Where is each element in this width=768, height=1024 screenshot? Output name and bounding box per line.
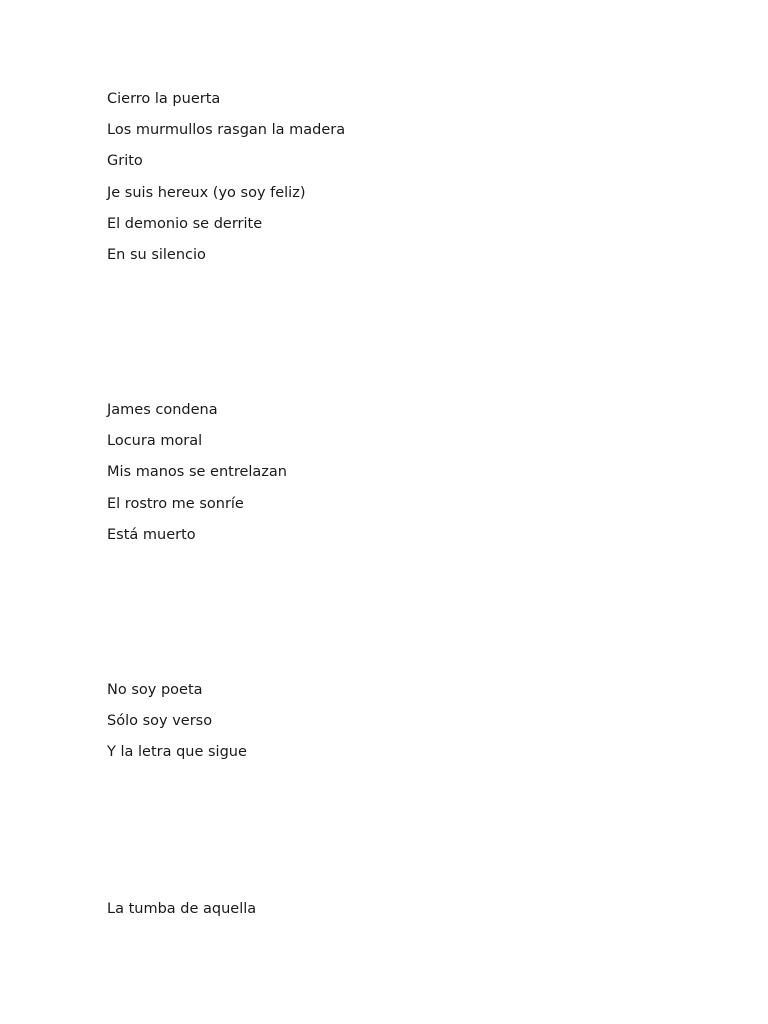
poem-line: Mis manos se entrelazan bbox=[107, 464, 287, 481]
poem-line: Je suis hereux (yo soy feliz) bbox=[107, 184, 306, 201]
poem-line: No soy poeta bbox=[107, 682, 203, 698]
poem-line: El rostro me sonríe bbox=[107, 495, 244, 512]
poem-line: Y la letra que sigue bbox=[107, 744, 247, 761]
poem-line: La tumba de aquella bbox=[107, 901, 257, 917]
poem-line: El demonio se derrite bbox=[107, 215, 263, 232]
poem-line: Está muerto bbox=[107, 526, 196, 543]
poem-line: James condena bbox=[107, 402, 218, 418]
poem-line: Locura moral bbox=[107, 433, 203, 450]
poem-line: Cierro la puerta bbox=[107, 91, 221, 107]
poem-line: Los murmullos rasgan la madera bbox=[107, 122, 346, 139]
poem-line: En su silencio bbox=[107, 247, 206, 264]
stanza bbox=[107, 894, 256, 925]
poem-line: Grito bbox=[107, 153, 143, 170]
poem-line: Sólo soy verso bbox=[107, 713, 213, 730]
stanza bbox=[107, 675, 247, 769]
stanza bbox=[107, 395, 287, 551]
stanza bbox=[107, 84, 345, 271]
